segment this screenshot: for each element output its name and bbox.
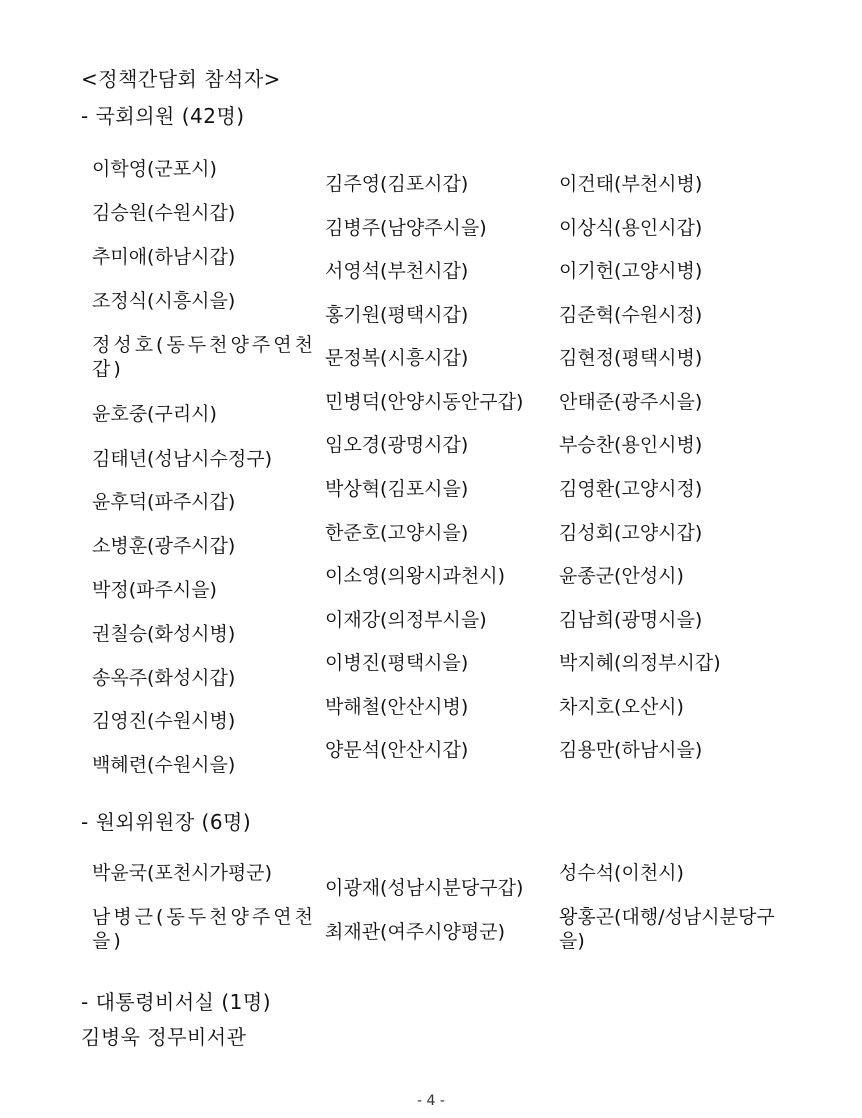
section-heading-lawmakers: - 국회의원 (42명) xyxy=(81,104,245,128)
attendee-name: 정성호(동두천양주연천갑) xyxy=(92,334,316,380)
attendee-name: 김남희(광명시을) xyxy=(559,609,703,631)
attendee-name: 최재관(여주시양평군) xyxy=(325,921,506,943)
attendee-name: 김영진(수원시병) xyxy=(92,710,236,732)
attendee-name: 양문석(안산시갑) xyxy=(325,739,469,761)
attendee-name: 박윤국(포천시가평군) xyxy=(92,862,273,884)
attendee-name: 남병근(동두천양주연천을) xyxy=(92,906,316,952)
attendee-name: 송옥주(화성시갑) xyxy=(92,667,236,689)
attendee-name: 백혜련(수원시을) xyxy=(92,754,236,776)
attendee-name: 박정(파주시을) xyxy=(92,579,217,601)
section-heading-presidential-office: - 대통령비서실 (1명) xyxy=(81,990,272,1014)
attendee-name: 서영석(부천시갑) xyxy=(325,260,469,282)
attendee-name: 한준호(고양시을) xyxy=(325,522,469,544)
attendee-name: 소병훈(광주시갑) xyxy=(92,535,236,557)
attendee-name: 이소영(의왕시과천시) xyxy=(325,565,506,587)
attendee-name: 부승찬(용인시병) xyxy=(559,434,703,456)
attendee-name: 윤종군(안성시) xyxy=(559,565,684,587)
attendee-name: 권칠승(화성시병) xyxy=(92,623,236,645)
attendee-name: 홍기원(평택시갑) xyxy=(325,304,469,326)
attendee-name: 이재강(의정부시을) xyxy=(325,609,487,631)
attendee-name: 문정복(시흥시갑) xyxy=(325,347,469,369)
attendee-name: 차지호(오산시) xyxy=(559,696,684,718)
attendee-name: 조정식(시흥시을) xyxy=(92,290,236,312)
attendee-name: 성수석(이천시) xyxy=(559,862,684,884)
attendee-name: 김영환(고양시정) xyxy=(559,478,703,500)
attendee-name: 임오경(광명시갑) xyxy=(325,434,469,456)
attendee-name: 김태년(성남시수정구) xyxy=(92,448,273,470)
attendee-name: 이광재(성남시분당구갑) xyxy=(325,877,524,899)
attendee-name: 이건태(부천시병) xyxy=(559,173,703,195)
attendee-name: 김현정(평택시병) xyxy=(559,347,703,369)
attendee-name: 윤호중(구리시) xyxy=(92,403,217,425)
attendee-name: 이상식(용인시갑) xyxy=(559,217,703,239)
attendee-name: 김준혁(수원시정) xyxy=(559,304,703,326)
attendee-name: 김병주(남양주시을) xyxy=(325,217,487,239)
document-title: <정책간담회 참석자> xyxy=(81,67,281,91)
attendee-name: 김성회(고양시갑) xyxy=(559,522,703,544)
attendee-name: 이기헌(고양시병) xyxy=(559,260,703,282)
presidential-office-attendee: 김병욱 정무비서관 xyxy=(81,1025,247,1049)
attendee-name: 왕홍곤(대행/성남시분당구을) xyxy=(559,906,775,952)
attendee-name: 박해철(안산시병) xyxy=(325,696,469,718)
attendee-name: 이병진(평택시을) xyxy=(325,652,469,674)
attendee-name: 김주영(김포시갑) xyxy=(325,173,469,195)
attendee-name: 박상혁(김포시을) xyxy=(325,478,469,500)
attendee-name: 민병덕(안양시동안구갑) xyxy=(325,391,524,413)
page-number: - 4 - xyxy=(417,1093,445,1109)
attendee-name: 김용만(하남시을) xyxy=(559,739,703,761)
attendee-name: 추미애(하남시갑) xyxy=(92,246,236,268)
attendee-name: 김승원(수원시갑) xyxy=(92,202,236,224)
section-heading-committee-chairs: - 원외위원장 (6명) xyxy=(81,810,252,834)
attendee-name: 박지혜(의정부시갑) xyxy=(559,652,721,674)
attendee-name: 이학영(군포시) xyxy=(92,158,217,180)
attendee-name: 안태준(광주시을) xyxy=(559,391,703,413)
attendee-name: 윤후덕(파주시갑) xyxy=(92,491,236,513)
